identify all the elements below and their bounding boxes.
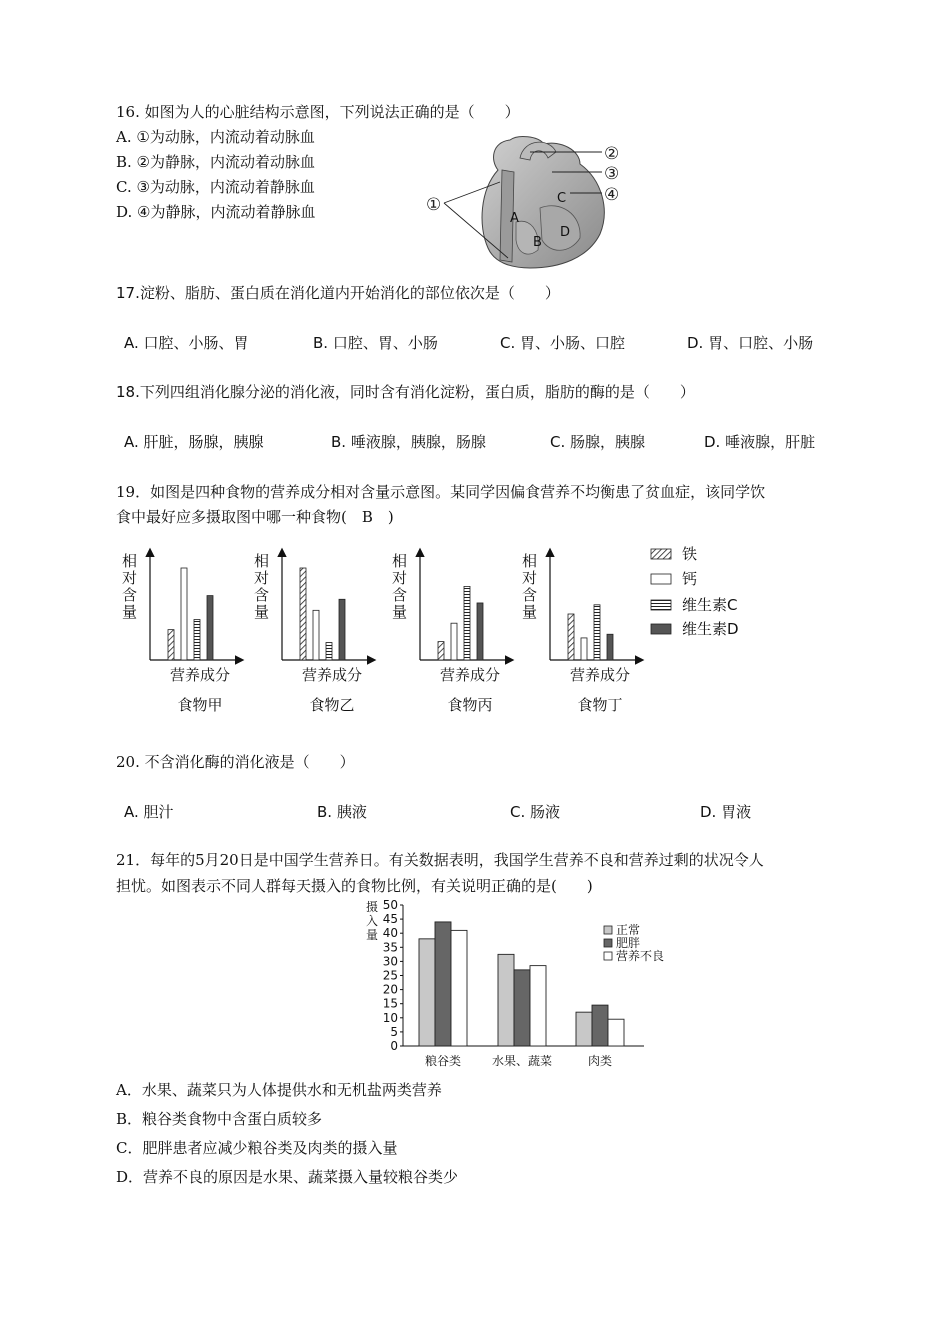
q21-option-d: D．营养不良的原因是水果、蔬菜摄入量较粮谷类少 — [116, 1168, 459, 1186]
intake-y-tick-label: 30 — [382, 954, 398, 969]
intake-legend-swatch — [604, 926, 612, 934]
food-chart-bar — [313, 610, 319, 660]
food-chart-xlabel: 营养成分 — [169, 666, 231, 684]
food-chart-bar — [300, 568, 306, 660]
q17-option-d: D. 胃、口腔、小肠 — [687, 334, 814, 352]
food-chart-bar — [194, 620, 200, 660]
food-chart-bar — [581, 638, 587, 660]
intake-bar-chart — [360, 895, 700, 1075]
intake-y-tick-label: 10 — [382, 1010, 398, 1025]
food-chart-bar — [607, 634, 613, 660]
q19-stem-line2: 食中最好应多摄取图中哪一种食物( B ) — [116, 508, 394, 526]
food-chart-title: 食物丁 — [577, 696, 623, 714]
intake-y-tick-label: 40 — [382, 926, 398, 941]
q20-stem: 20. 不含消化酶的消化液是（ ） — [116, 753, 355, 771]
food-chart-bar — [594, 605, 600, 660]
food-chart-ylabel-char: 含 — [522, 586, 538, 604]
intake-category-label: 肉类 — [587, 1054, 613, 1068]
food-chart-bar — [207, 596, 213, 660]
callout-3: ③ — [604, 164, 620, 184]
legend-vitc: 维生素C — [682, 596, 738, 614]
q20-option-d: D. 胃液 — [700, 803, 752, 821]
legend-vitd-swatch — [651, 624, 671, 634]
food-chart-bar — [464, 586, 470, 660]
intake-legend-swatch — [604, 939, 612, 947]
intake-y-tick-label: 25 — [382, 968, 398, 983]
food-chart-ylabel-char: 对 — [522, 569, 538, 587]
q17-option-a: A. 口腔、小肠、胃 — [124, 334, 249, 352]
food-chart-ylabel-char: 量 — [522, 603, 538, 621]
food-chart-ylabel-char: 对 — [122, 569, 138, 587]
q16-option-b: B. ②为静脉，内流动着动脉血 — [116, 153, 316, 171]
intake-ylabel-3: 量 — [366, 928, 379, 942]
callout-4: ④ — [604, 185, 620, 205]
intake-bar — [576, 1012, 592, 1046]
q16-stem: 16. 如图为人的心脏结构示意图，下列说法正确的是（ ） — [116, 103, 520, 121]
intake-ylabel-1: 摄 — [366, 900, 379, 914]
q20-option-c: C. 肠液 — [510, 803, 561, 821]
legend-iron-swatch — [651, 549, 671, 559]
legend-iron: 铁 — [682, 545, 698, 563]
food-chart-ylabel-char: 相 — [122, 552, 138, 570]
intake-y-tick-label: 5 — [390, 1024, 398, 1039]
chamber-d: D — [560, 225, 571, 240]
food-chart-bar — [477, 603, 483, 660]
food-chart-ylabel-char: 含 — [254, 586, 270, 604]
intake-bar — [608, 1019, 624, 1046]
food-chart-ylabel-char: 相 — [522, 552, 538, 570]
intake-legend-label: 肥胖 — [616, 936, 641, 950]
intake-ylabel-2: 入 — [366, 914, 379, 928]
intake-category-label: 粮谷类 — [424, 1054, 462, 1068]
intake-bar — [514, 970, 530, 1046]
q19-stem-line1: 19．如图是四种食物的营养成分相对含量示意图。某同学因偏食营养不均衡患了贫血症，该同学饮 — [116, 483, 766, 501]
food-chart-ylabel-char: 量 — [254, 603, 270, 621]
food-chart-ylabel-char: 对 — [392, 569, 408, 587]
food-chart-ylabel-char: 对 — [254, 569, 270, 587]
food-chart-title: 食物丙 — [447, 696, 493, 714]
q21-option-b: B．粮谷类食物中含蛋白质较多 — [116, 1110, 323, 1128]
intake-y-tick-label: 45 — [382, 912, 398, 927]
intake-bar — [419, 939, 435, 1046]
q17-option-b: B. 口腔、胃、小肠 — [313, 334, 438, 352]
food-chart-bar — [438, 642, 444, 660]
food-chart-title: 食物甲 — [177, 696, 223, 714]
food-chart-3 — [392, 550, 512, 714]
food-chart-bar — [451, 623, 457, 660]
food-chart-ylabel-char: 相 — [254, 552, 270, 570]
food-chart-bar — [339, 599, 345, 660]
q21-option-c: C．肥胖患者应减少粮谷类及肉类的摄入量 — [116, 1139, 398, 1157]
intake-category-label: 水果、蔬菜 — [491, 1054, 553, 1068]
food-chart-ylabel-char: 量 — [122, 603, 138, 621]
intake-legend-label: 正常 — [616, 923, 641, 937]
q21-stem-line1: 21．每年的5月20日是中国学生营养日。有关数据表明，我国学生营养不良和营养过剩的状况令人 — [116, 851, 764, 869]
food-chart-xlabel: 营养成分 — [569, 666, 631, 684]
intake-y-tick-label: 50 — [382, 898, 398, 912]
food-nutrient-charts — [110, 540, 790, 720]
food-chart-bar — [326, 643, 332, 660]
food-chart-1 — [122, 550, 242, 714]
food-chart-4 — [522, 550, 642, 714]
intake-y-tick-label: 0 — [390, 1039, 398, 1053]
food-chart-xlabel: 营养成分 — [439, 666, 501, 684]
food-chart-ylabel-char: 含 — [392, 586, 408, 604]
chamber-c: C — [557, 191, 567, 206]
chamber-b: B — [533, 235, 542, 250]
q17-stem: 17.淀粉、脂肪、蛋白质在消化道内开始消化的部位依次是（ ） — [116, 284, 560, 302]
legend-vitd: 维生素D — [682, 620, 739, 638]
intake-bar — [498, 954, 514, 1046]
intake-y-tick-label: 15 — [382, 996, 398, 1011]
food-chart-xlabel: 营养成分 — [301, 666, 363, 684]
intake-bar — [592, 1005, 608, 1046]
legend-calcium-swatch — [651, 574, 671, 584]
chamber-a: A — [510, 211, 519, 226]
food-chart-bar — [181, 568, 187, 660]
q18-stem: 18.下列四组消化腺分泌的消化液，同时含有消化淀粉，蛋白质，脂肪的酶的是（ ） — [116, 383, 695, 401]
q16-option-a: A. ①为动脉，内流动着动脉血 — [116, 128, 315, 146]
food-chart-ylabel-char: 量 — [392, 603, 408, 621]
intake-bar — [435, 922, 451, 1046]
intake-y-tick-label: 20 — [382, 982, 398, 997]
q18-option-d: D. 唾液腺，肝脏 — [704, 433, 816, 451]
q21-stem-line2: 担忧。如图表示不同人群每天摄入的食物比例，有关说明正确的是( ) — [116, 877, 593, 895]
q20-option-b: B. 胰液 — [317, 803, 367, 821]
food-chart-2 — [254, 550, 374, 714]
q18-option-b: B. 唾液腺，胰腺，肠腺 — [331, 433, 486, 451]
food-chart-bar — [168, 630, 174, 660]
q21-option-a: A．水果、蔬菜只为人体提供水和无机盐两类营养 — [116, 1081, 442, 1099]
q17-option-c: C. 胃、小肠、口腔 — [500, 334, 626, 352]
q18-option-c: C. 肠腺，胰腺 — [550, 433, 646, 451]
q18-option-a: A. 肝脏，肠腺，胰腺 — [124, 433, 264, 451]
food-chart-title: 食物乙 — [309, 696, 355, 714]
legend-calcium: 钙 — [682, 570, 698, 588]
q16-option-d: D. ④为静脉，内流动着静脉血 — [116, 203, 316, 221]
heart-diagram — [420, 130, 640, 275]
q20-option-a: A. 胆汁 — [124, 803, 174, 821]
intake-y-tick-label: 35 — [382, 940, 398, 955]
intake-legend-swatch — [604, 952, 612, 960]
intake-bar — [530, 966, 546, 1046]
callout-2: ② — [604, 144, 620, 164]
callout-1: ① — [426, 195, 442, 215]
intake-legend-label: 营养不良 — [616, 949, 665, 963]
q16-option-c: C. ③为动脉，内流动着静脉血 — [116, 178, 315, 196]
legend-vitc-swatch — [651, 600, 671, 610]
food-chart-bar — [568, 614, 574, 660]
food-chart-ylabel-char: 相 — [392, 552, 408, 570]
food-chart-ylabel-char: 含 — [122, 586, 138, 604]
intake-bar — [451, 930, 467, 1046]
